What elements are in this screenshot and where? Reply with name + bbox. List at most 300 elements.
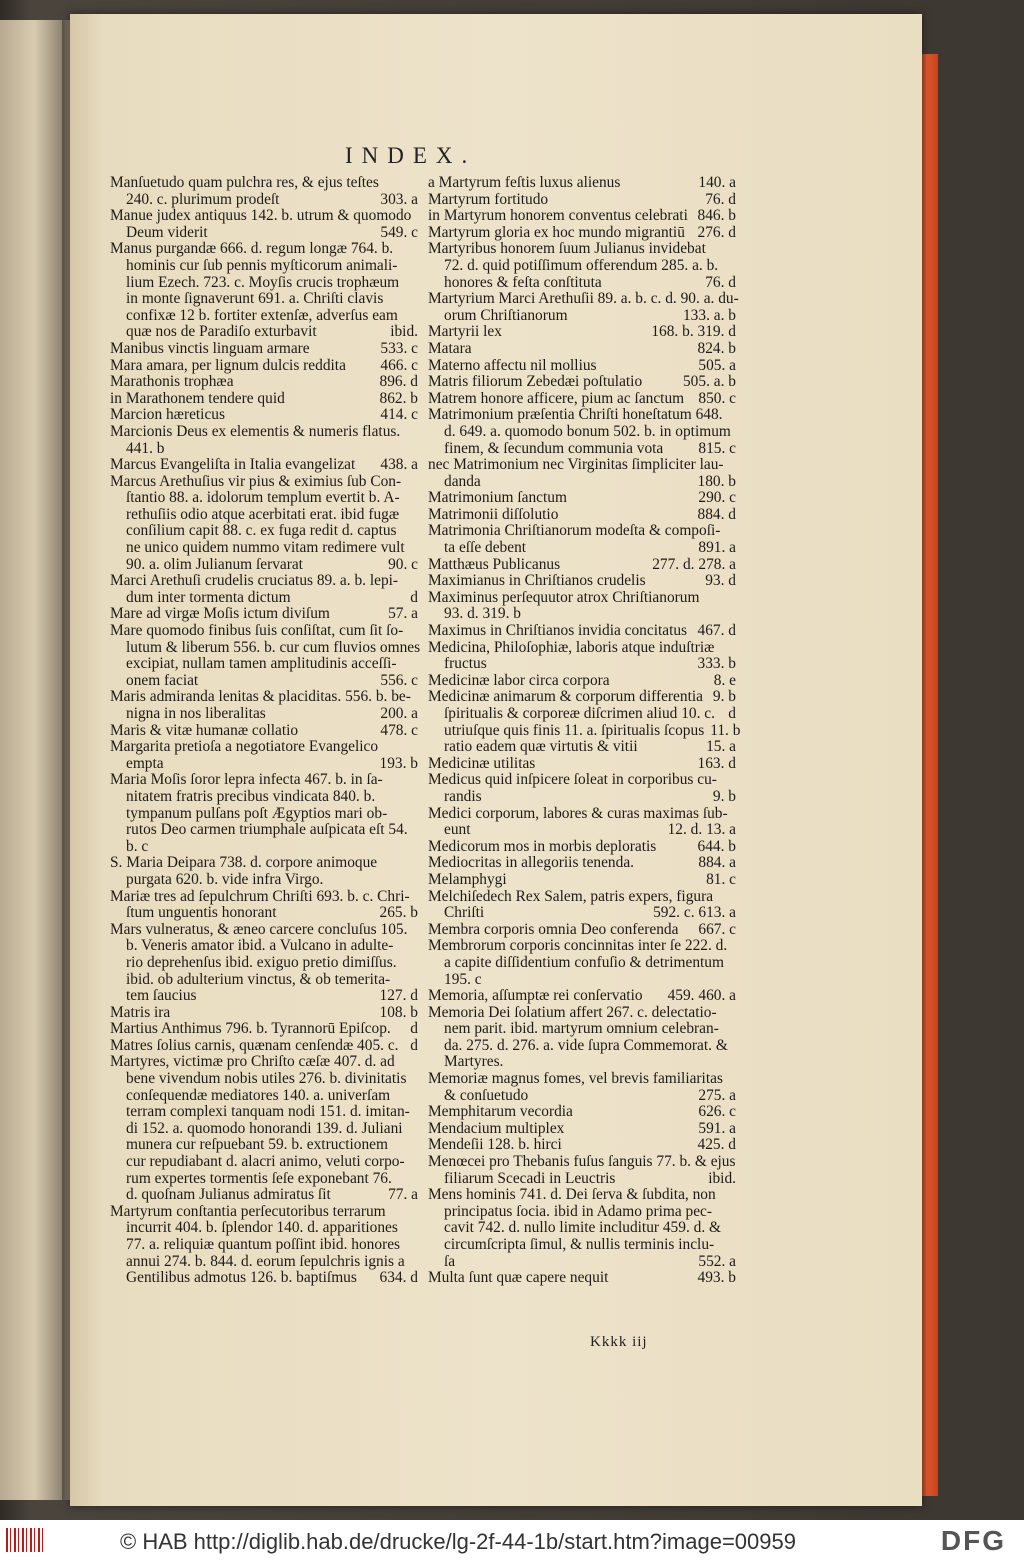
entry-text: lium Ezech. 723. c. Moyſis crucis trophæum bbox=[126, 273, 400, 291]
entry-text: ſpiritualis & corporeæ diſcrimen aliud 10. c. bbox=[444, 705, 715, 722]
page-reference: 533. c bbox=[380, 339, 418, 357]
page-reference: 93. d bbox=[705, 572, 736, 590]
page-reference bbox=[412, 889, 418, 906]
entry-text: Medicinæ labor circa corpora bbox=[428, 671, 610, 689]
page-reference: d bbox=[410, 588, 418, 606]
page-reference: 57. a bbox=[388, 605, 418, 623]
index-entry-line bbox=[110, 490, 418, 507]
entry-text: nitatem fratris precibus vindicata 840. b. bbox=[126, 787, 376, 805]
index-entry-line bbox=[428, 391, 736, 408]
page-reference bbox=[730, 1204, 736, 1221]
entry-text: Manue judex antiquus 142. b. utrum & quomodo bbox=[110, 207, 412, 225]
page-reference bbox=[735, 1154, 741, 1171]
index-entry-line bbox=[110, 1088, 418, 1105]
page-reference: 459. 460. a bbox=[667, 987, 736, 1005]
page-reference: 505. a bbox=[698, 356, 736, 374]
index-entry-line bbox=[428, 872, 736, 889]
entry-text: rio deprehenſus ibid. exiguo pretio dimiſſus. bbox=[126, 953, 397, 971]
index-entry-line bbox=[110, 275, 418, 292]
index-entry-line bbox=[428, 1137, 736, 1154]
index-entry-line bbox=[428, 573, 736, 590]
entry-text: 240. c. plurimum prodeſt bbox=[126, 190, 280, 208]
index-entry-line bbox=[110, 258, 418, 275]
page-reference bbox=[412, 789, 418, 806]
index-entry-line bbox=[428, 324, 736, 341]
index-entry-line bbox=[428, 1254, 736, 1271]
page-reference bbox=[412, 689, 418, 706]
entry-text: Membra corporis omnia Deo conferenda bbox=[428, 920, 679, 938]
index-entry-line bbox=[428, 739, 736, 756]
index-entry-line bbox=[110, 673, 418, 690]
entry-text: Mariæ tres ad ſepulchrum Chriſti 693. b. c. Chri- bbox=[110, 887, 410, 905]
index-entry-line bbox=[110, 208, 418, 225]
page-reference: 667. c bbox=[698, 920, 736, 938]
entry-text: a Martyrum feſtis luxus alienus bbox=[428, 174, 621, 191]
entry-text: conſilium capit 88. c. ex fuga redit d. captus bbox=[126, 522, 397, 540]
index-entry-line bbox=[428, 175, 736, 192]
entry-text: Martyrii lex bbox=[428, 323, 502, 341]
page-reference bbox=[730, 938, 736, 955]
dfg-logo: DFG bbox=[940, 1525, 1006, 1556]
page-reference bbox=[412, 1204, 418, 1221]
index-entry-line bbox=[428, 689, 736, 706]
index-entry-line bbox=[110, 1005, 418, 1022]
signature-mark: Kkkk iij bbox=[590, 1334, 648, 1350]
index-entry-line bbox=[110, 324, 418, 341]
page-reference bbox=[730, 1187, 736, 1204]
index-entry-line bbox=[428, 490, 736, 507]
entry-text: Matrimonii diſſolutio bbox=[428, 505, 559, 523]
entry-text: 93. d. 319. b bbox=[444, 605, 521, 623]
index-entry-line bbox=[428, 656, 736, 673]
index-entry-line bbox=[428, 1088, 736, 1105]
index-entry-line bbox=[110, 656, 418, 673]
index-entry-line bbox=[110, 839, 418, 856]
index-entry-line bbox=[110, 972, 418, 989]
entry-text: a capite diſſidentium confuſio & detrimentum bbox=[444, 953, 724, 971]
index-entry-line bbox=[110, 1021, 418, 1038]
page-reference: 168. b. 319. d bbox=[651, 323, 736, 341]
page-reference bbox=[412, 1237, 418, 1254]
entry-text: Matthæus Publicanus bbox=[428, 555, 561, 573]
index-entry-line bbox=[428, 540, 736, 557]
copyright-url[interactable]: © HAB http://diglib.hab.de/drucke/lg-2f-44-1b/start.htm?image=00959 bbox=[120, 1529, 796, 1554]
index-entry-line bbox=[110, 1154, 418, 1171]
entry-text: incurrit 404. b. ſplendor 140. d. apparitiones bbox=[126, 1219, 398, 1237]
entry-text: Matrimonium præſentia Chriſti honeſtatum 648. bbox=[428, 406, 723, 424]
index-entry-line bbox=[110, 1071, 418, 1088]
entry-text: onem faciat bbox=[126, 671, 199, 689]
entry-text: Gentilibus admotus 126. b. baptiſmus bbox=[126, 1269, 357, 1287]
entry-text: filiarum Scecadi in Leuctris bbox=[444, 1169, 616, 1187]
page-reference: 438. a bbox=[380, 456, 418, 474]
index-entry-line bbox=[110, 1187, 418, 1204]
index-entry-line bbox=[428, 673, 736, 690]
page-reference bbox=[412, 1154, 418, 1171]
entry-text: Martyrum gloria ex hoc mundo migrantiū bbox=[428, 223, 685, 241]
page-reference bbox=[730, 606, 736, 623]
index-entry-line bbox=[428, 955, 736, 972]
page-reference: 884. a bbox=[698, 854, 736, 872]
entry-text: in Martyrum honorem conventus celebrati bbox=[428, 207, 688, 225]
page-reference bbox=[412, 955, 418, 972]
entry-text: Menœcei pro Thebanis fuſus ſanguis 77. b. & ejus bbox=[428, 1153, 736, 1171]
index-entry-line bbox=[110, 241, 418, 258]
page-reference: 556. c bbox=[380, 671, 418, 689]
entry-text: Matara bbox=[428, 339, 472, 357]
index-entry-line bbox=[428, 208, 736, 225]
entry-text: Martyrium Marci Arethuſii 89. a. b. c. d. 90. a. du- bbox=[428, 290, 739, 308]
entry-text: da. 275. d. 276. a. vide ſupra Commemorat. & bbox=[444, 1036, 728, 1054]
entry-text: Maris admiranda lenitas & placiditas. 556. b. be- bbox=[110, 688, 411, 706]
page-reference: 626. c bbox=[698, 1103, 736, 1121]
page-reference bbox=[412, 806, 418, 823]
entry-text: Marcion hæreticus bbox=[110, 406, 225, 424]
page-reference: 478. c bbox=[380, 721, 418, 739]
page-reference: 277. d. 278. a bbox=[652, 555, 736, 573]
entry-text: Margarita pretioſa a negotiatore Evangelico bbox=[110, 738, 379, 756]
index-entry-line bbox=[110, 1204, 418, 1221]
entry-text: annui 274. b. 844. d. eorum ſepulchris ignis a bbox=[126, 1252, 405, 1270]
index-entry-line bbox=[110, 457, 418, 474]
page-reference bbox=[412, 208, 418, 225]
page-reference: 140. a bbox=[698, 174, 736, 191]
entry-text: cur repudiabant d. alacri animo, veluti corpo- bbox=[126, 1153, 405, 1171]
page-reference bbox=[412, 1220, 418, 1237]
entry-text: Maria Moſis ſoror lepra infecta 467. b. in ſa- bbox=[110, 771, 383, 789]
entry-text: Martius Anthimus 796. b. Tyrannorū Epiſcop. bbox=[110, 1020, 391, 1038]
index-entry-line bbox=[110, 988, 418, 1005]
page-reference bbox=[420, 640, 426, 657]
entry-text: honores & feſta conſtituta bbox=[444, 273, 602, 291]
index-entry-line bbox=[110, 590, 418, 607]
entry-text: Martyribus honorem ſuum Julianus invidebat bbox=[428, 240, 706, 258]
index-entry-line bbox=[110, 723, 418, 740]
index-entry-line bbox=[110, 1237, 418, 1254]
page-reference: 884. d bbox=[697, 505, 736, 523]
page-reference bbox=[730, 1021, 736, 1038]
index-entry-line bbox=[110, 291, 418, 308]
page-header: INDEX. bbox=[345, 143, 477, 168]
index-entry-line bbox=[428, 1237, 736, 1254]
entry-text: Medicinæ animarum & corporum differentia bbox=[428, 688, 703, 706]
entry-text: Matrimonium ſanctum bbox=[428, 489, 567, 507]
entry-text: Matres ſolius carnis, quænam cenſendæ 405. c. bbox=[110, 1036, 399, 1054]
page-reference bbox=[412, 656, 418, 673]
page-reference bbox=[412, 839, 418, 856]
index-entry-line bbox=[110, 872, 418, 889]
page-reference: 896. d bbox=[379, 373, 418, 391]
page-reference: 290. c bbox=[698, 489, 736, 507]
index-entry-line bbox=[110, 441, 418, 458]
page-reference bbox=[412, 573, 418, 590]
page-reference bbox=[412, 739, 418, 756]
entry-text: Marcus Arethuſius vir pius & eximius ſub Con- bbox=[110, 472, 402, 490]
page-reference bbox=[412, 291, 418, 308]
index-entry-line bbox=[428, 1171, 736, 1188]
page-reference bbox=[412, 1171, 418, 1188]
entry-text: ſa bbox=[444, 1252, 456, 1270]
index-entry-line bbox=[428, 507, 736, 524]
index-entry-line bbox=[428, 905, 736, 922]
entry-text: principatus ſocia. ibid in Adamo prima pec- bbox=[444, 1202, 712, 1220]
entry-text: Medicus quid inſpicere ſoleat in corporibus cu- bbox=[428, 771, 717, 789]
index-entry-line bbox=[110, 889, 418, 906]
page-reference bbox=[412, 474, 418, 491]
index-entry-line bbox=[110, 358, 418, 375]
page-reference: 592. c. 613. a bbox=[653, 904, 736, 922]
entry-text: Maximus in Chriſtianos invidia concitatus bbox=[428, 622, 688, 640]
page-reference: 15. a bbox=[706, 738, 736, 756]
index-entry-line bbox=[110, 1220, 418, 1237]
index-entry-line bbox=[428, 341, 736, 358]
entry-text: Memoria, aſſumptæ rei conſervatio bbox=[428, 987, 643, 1005]
entry-text: excipiat, nullam tamen amplitudinis acceſſi- bbox=[126, 655, 397, 673]
index-entry-line bbox=[428, 822, 736, 839]
page-reference bbox=[412, 275, 418, 292]
index-entry-line bbox=[428, 772, 736, 789]
page-reference bbox=[730, 889, 736, 906]
index-entry-line bbox=[110, 822, 418, 839]
page-reference bbox=[730, 241, 736, 258]
page-reference bbox=[412, 241, 418, 258]
index-entry-line bbox=[428, 988, 736, 1005]
entry-text: rutos Deo carmen triumphale auſpicata eſt 54. bbox=[126, 821, 408, 839]
page-reference bbox=[730, 972, 736, 989]
entry-text: purgata 620. b. vide infra Virgo. bbox=[126, 870, 324, 888]
index-entry-line bbox=[428, 290, 739, 308]
index-entry-line bbox=[110, 706, 418, 723]
index-entry-line bbox=[428, 1104, 736, 1121]
page-reference: d bbox=[410, 1020, 418, 1038]
index-entry-line bbox=[110, 938, 418, 955]
entry-text: dum inter tormenta dictum bbox=[126, 588, 291, 606]
index-entry-line bbox=[110, 175, 418, 192]
index-entry-line bbox=[428, 789, 736, 806]
entry-text: Martyrum fortitudo bbox=[428, 190, 549, 208]
page-reference: 862. b bbox=[379, 389, 418, 407]
index-entry-line bbox=[428, 938, 736, 955]
page-reference: 891. a bbox=[698, 539, 736, 557]
entry-text: Manus purgandæ 666. d. regum longæ 764. b. bbox=[110, 240, 394, 258]
entry-text: Marcionis Deus ex elementis & numeris flatus. bbox=[110, 422, 401, 440]
page-reference bbox=[730, 1220, 736, 1237]
index-entry-line bbox=[110, 955, 418, 972]
page-reference: 200. a bbox=[380, 705, 418, 722]
page-reference: 425. d bbox=[697, 1136, 736, 1154]
index-entry-line bbox=[428, 308, 736, 325]
page-reference bbox=[730, 523, 736, 540]
page-reference bbox=[412, 972, 418, 989]
entry-text: S. Maria Deipara 738. d. corpore animoque bbox=[110, 854, 378, 872]
index-entry-line bbox=[110, 540, 418, 557]
page-reference bbox=[730, 772, 736, 789]
index-entry-line bbox=[110, 689, 418, 706]
page-reference: 9. b bbox=[712, 787, 736, 805]
page-reference bbox=[412, 922, 418, 939]
page-reference: 303. a bbox=[380, 190, 418, 208]
page-reference bbox=[412, 872, 418, 889]
index-entry-line bbox=[428, 258, 736, 275]
entry-text: 195. c bbox=[444, 970, 482, 988]
entry-text: Matrem honore afficere, pium ac ſanctum bbox=[428, 389, 685, 407]
entry-text: in Marathonem tendere quid bbox=[110, 389, 285, 407]
entry-text: conſequendæ mediatores 140. a. univerſam bbox=[126, 1086, 391, 1104]
index-entry-line bbox=[110, 1104, 418, 1121]
index-entry-line bbox=[110, 1137, 418, 1154]
index-entry-line bbox=[110, 922, 418, 939]
index-entry-line bbox=[428, 441, 736, 458]
index-entry-line bbox=[110, 573, 418, 590]
page-reference: 850. c bbox=[698, 389, 736, 407]
index-entry-line bbox=[428, 358, 736, 375]
index-entry-line bbox=[110, 789, 418, 806]
entry-text: Materno affectu nil mollius bbox=[428, 356, 597, 374]
page-reference bbox=[412, 441, 418, 458]
index-entry-line bbox=[110, 391, 418, 408]
page-reference: 76. d bbox=[705, 273, 736, 291]
index-entry-line bbox=[110, 308, 418, 325]
page-reference bbox=[730, 1071, 736, 1088]
page-reference bbox=[412, 938, 418, 955]
entry-text: Melamphygi bbox=[428, 870, 507, 888]
page-reference bbox=[412, 540, 418, 557]
entry-text: confixæ 12 b. fortiter extenſæ, adverſus eam bbox=[126, 306, 398, 324]
index-entry-line bbox=[428, 523, 736, 540]
page-reference: 824. b bbox=[697, 339, 736, 357]
entry-text: munera cur reſpuebant 59. b. extructionem bbox=[126, 1136, 388, 1154]
index-entry-line bbox=[428, 457, 736, 474]
page-reference bbox=[730, 955, 736, 972]
entry-text: Memphitarum vecordia bbox=[428, 1103, 573, 1121]
page-reference: 127. d bbox=[379, 987, 418, 1005]
entry-text: Mens hominis 741. d. Dei ſerva & ſubdita, non bbox=[428, 1186, 716, 1204]
entry-text: Mediocritas in allegoriis tenenda. bbox=[428, 854, 635, 872]
entry-text: quæ nos de Paradiſo exturbavit bbox=[126, 323, 317, 341]
entry-text: nec Matrimonium nec Virginitas ſimpliciter lau- bbox=[428, 456, 724, 474]
index-entry-line bbox=[428, 623, 736, 640]
index-entry-line bbox=[110, 739, 418, 756]
entry-text: di 152. a. quomodo honorandi 139. d. Juliani bbox=[126, 1119, 403, 1137]
index-entry-line bbox=[428, 474, 736, 491]
entry-text: Maximinus perſequutor atrox Chriſtianorum bbox=[428, 588, 700, 606]
entry-text: b. Veneris amator ibid. a Vulcano in adulte- bbox=[126, 937, 394, 955]
entry-text: Melchiſedech Rex Salem, patris expers, figura bbox=[428, 887, 714, 905]
index-entry-line bbox=[428, 855, 736, 872]
page-reference: 634. d bbox=[379, 1269, 418, 1287]
library-barcode-icon bbox=[6, 1528, 44, 1552]
index-entry-line bbox=[110, 606, 418, 623]
page-reference bbox=[412, 1254, 418, 1271]
entry-text: nigna in nos liberalitas bbox=[126, 705, 266, 722]
entry-text: Martyres. bbox=[444, 1053, 504, 1071]
index-entry-line bbox=[428, 275, 736, 292]
index-entry-line bbox=[428, 241, 736, 258]
entry-text: Medicorum mos in morbis deploratis bbox=[428, 837, 657, 855]
page-reference: 275. a bbox=[698, 1086, 736, 1104]
entry-text: Memoriæ magnus fomes, vel brevis familiaritas bbox=[428, 1070, 723, 1088]
footer-bar bbox=[0, 1520, 1024, 1560]
index-entry-line bbox=[428, 1071, 736, 1088]
page-reference bbox=[412, 1054, 418, 1071]
entry-text: ratio eadem quæ virtutis & vitii bbox=[444, 738, 638, 756]
entry-text: Matris ira bbox=[110, 1003, 171, 1021]
entry-text: 77. a. reliquiæ quantum poſſint ibid. honores bbox=[126, 1236, 401, 1253]
page-reference bbox=[412, 623, 418, 640]
entry-text: danda bbox=[444, 472, 481, 490]
page-reference bbox=[412, 1137, 418, 1154]
entry-text: Deum viderit bbox=[126, 223, 208, 241]
page-reference: 193. b bbox=[379, 754, 418, 772]
entry-text: Medicinæ utilitas bbox=[428, 754, 536, 772]
page-reference bbox=[412, 308, 418, 325]
page-reference: 467. d bbox=[697, 622, 736, 640]
index-entry-line bbox=[110, 1254, 418, 1271]
entry-text: Marcus Evangeliſta in Italia evangelizat bbox=[110, 456, 356, 474]
index-entry-line bbox=[110, 623, 418, 640]
page-reference bbox=[730, 258, 736, 275]
page-reference: 591. a bbox=[698, 1119, 736, 1137]
entry-text: randis bbox=[444, 787, 482, 805]
page-reference bbox=[412, 523, 418, 540]
index-entry-line bbox=[110, 1038, 418, 1055]
index-entry-line bbox=[110, 1171, 418, 1188]
index-entry-line bbox=[428, 972, 736, 989]
entry-text: Mare ad virgæ Moſis ictum diviſum bbox=[110, 605, 330, 623]
index-entry-line bbox=[110, 341, 418, 358]
page-reference bbox=[730, 640, 736, 657]
page-reference bbox=[412, 1104, 418, 1121]
index-entry-line bbox=[428, 590, 736, 607]
page-reference bbox=[412, 772, 418, 789]
index-entry-line bbox=[110, 1270, 418, 1287]
entry-text: 72. d. quid potiſſimum offerendum 285. a. b. bbox=[444, 256, 719, 274]
page-reference: 846. b bbox=[697, 207, 736, 225]
page-reference bbox=[412, 175, 418, 192]
entry-text: b. c bbox=[126, 837, 149, 855]
entry-text: fructus bbox=[444, 655, 487, 673]
index-entry-line bbox=[428, 1270, 736, 1287]
index-entry-line bbox=[428, 806, 736, 823]
page-reference: ibid. bbox=[708, 1169, 736, 1187]
entry-text: ſtantio 88. a. idolorum templum evertit b. A- bbox=[126, 489, 400, 507]
entry-text: Martyrum conſtantia perſecutoribus terrarum bbox=[110, 1202, 386, 1220]
page-reference: 333. b bbox=[697, 655, 736, 673]
entry-text: Membrorum corporis concinnitas inter ſe 222. d. bbox=[428, 937, 728, 955]
index-entry-line bbox=[428, 192, 736, 209]
index-entry-line bbox=[428, 889, 736, 906]
index-entry-line bbox=[110, 905, 418, 922]
binding-gutter bbox=[62, 20, 70, 1500]
page-reference bbox=[730, 1005, 736, 1022]
entry-text: Medicina, Philoſophiæ, laboris atque induſtriæ bbox=[428, 638, 715, 656]
page-reference bbox=[412, 822, 418, 839]
entry-text: tympanum pulſans poſt Ægyptios mari ob- bbox=[126, 804, 388, 822]
index-entry-line bbox=[110, 756, 418, 773]
entry-text: hominis cur ſub pennis myſticorum animali- bbox=[126, 256, 398, 274]
entry-text: Chriſti bbox=[444, 904, 485, 922]
index-entry-line bbox=[428, 1154, 736, 1171]
page-reference bbox=[412, 490, 418, 507]
entry-text: Martyres, victimæ pro Chriſto cæſæ 407. d. ad bbox=[110, 1053, 395, 1071]
index-entry-line bbox=[110, 523, 418, 540]
page-reference: ibid. bbox=[390, 323, 418, 341]
index-entry-line bbox=[110, 424, 418, 441]
entry-text: in monte ſignaverunt 691. a. Chriſti clavis bbox=[126, 290, 384, 308]
index-entry-line bbox=[110, 1054, 418, 1071]
index-entry-line bbox=[428, 557, 736, 574]
entry-text: 90. a. olim Julianum ſervarat bbox=[126, 555, 303, 573]
